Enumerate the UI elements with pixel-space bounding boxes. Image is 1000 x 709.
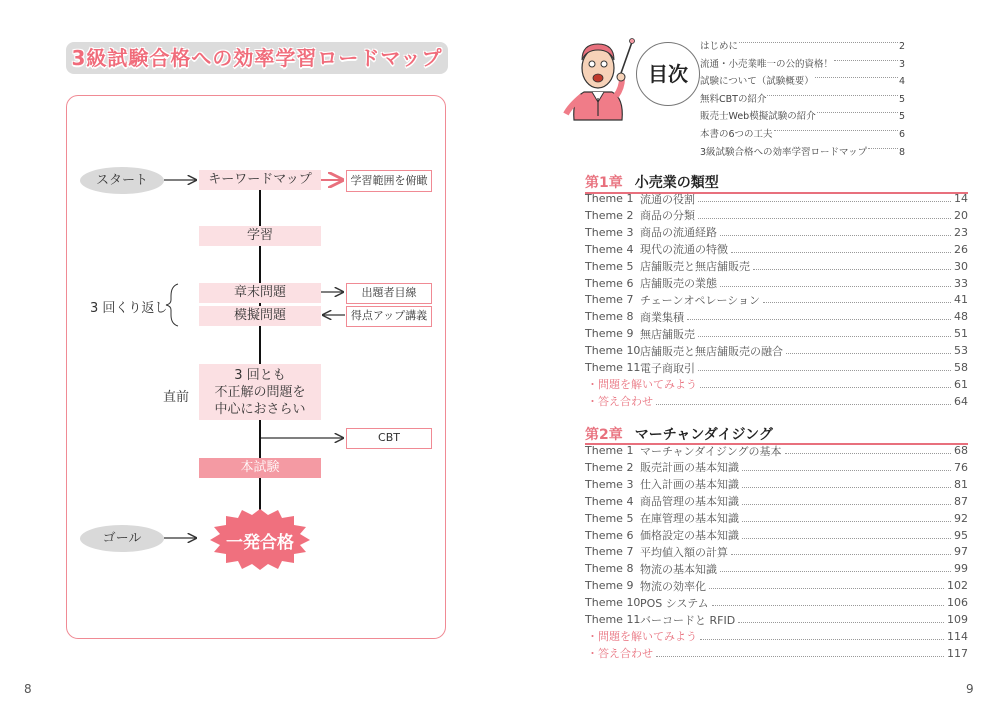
toc-entry[interactable] [585,393,968,410]
entry-title: POS システム [640,596,709,610]
toc-entry[interactable] [585,594,968,611]
toc-entry[interactable] [585,476,968,493]
leader-dots [815,77,898,78]
pass-label: 一発合格 [226,533,294,553]
leader-dots [656,404,951,405]
toc-entry[interactable] [585,258,968,275]
leader-dots [720,286,951,287]
entry-page: 76 [954,460,968,474]
leader-dots [785,453,951,454]
leader-dots [742,504,951,505]
intro-item-name: 販売士Web模擬試験の紹介 [700,111,816,123]
repeat-brace [166,284,178,326]
theme-number: Theme 1 [585,444,634,457]
intro-item[interactable] [700,109,905,125]
toc-entry[interactable] [585,376,968,393]
theme-number: Theme 11 [585,361,641,374]
toc-entry[interactable] [585,275,968,292]
entry-title: 平均値入額の計算 [640,545,728,559]
entry-page: 30 [954,259,968,273]
theme-number: Theme 9 [585,579,634,593]
toc-entry[interactable] [585,308,968,325]
entry-title: 商品管理の基本知識 [640,495,739,509]
entry-page: 87 [954,494,968,508]
leader-dots [698,218,951,219]
entry-title: 在庫管理の基本知識 [640,512,739,526]
leader-dots [868,148,898,149]
toc-entry[interactable] [585,459,968,476]
chapter-2-number: 第2章 [585,427,623,443]
roadmap-title: 3級試験合格への効率学習ロードマップ [71,46,443,70]
entry-page: 97 [954,545,968,559]
intro-item-name: 3級試験合格への効率学習ロードマップ [700,146,868,158]
entry-title: 販売計画の基本知識 [640,461,739,475]
intro-item-name: 本書の6つの工夫 [700,129,773,140]
leader-dots [700,639,944,640]
toc-entry[interactable] [585,560,968,577]
leader-dots [656,656,944,657]
repeat-label: 3 回くり返し [90,301,168,316]
cbt-box: CBT [346,428,432,449]
chapter-1-title: 小売業の類型 [634,175,719,191]
entry-title: マーチャンダイジングの基本 [640,444,782,458]
entry-page: 106 [947,596,968,610]
theme-number: Theme 4 [585,242,634,256]
start-oval: スタート [80,167,164,194]
entry-page: 41 [954,293,968,307]
entry-page: 20 [954,208,968,222]
toc-entry[interactable] [585,224,968,241]
entry-title: 価格設定の基本知識 [640,529,739,542]
entry-page: 26 [954,242,968,256]
theme-number: Theme 10 [585,596,641,610]
page-number-left: 8 [24,682,32,696]
toc-entry[interactable] [585,611,968,628]
theme-number: Theme 7 [585,293,634,307]
intro-item-name: 試験について（試験概要） [700,76,814,88]
entry-page: 61 [954,377,968,391]
theme-number: Theme 6 [585,276,634,290]
before-label: 直前 [163,390,190,405]
leader-dots [753,269,951,270]
chapter-1-number: 第1章 [585,175,623,191]
entry-page: 68 [954,444,968,457]
intro-item-page: 3 [898,58,905,70]
entry-page: 109 [947,613,968,626]
page-number-right: 9 [966,682,974,696]
leader-dots [742,487,951,488]
intro-item-page: 5 [898,111,905,123]
leader-dots [786,353,951,354]
intro-item-page: 2 [898,41,905,52]
chapter-2-title: マーチャンダイジング [634,427,773,443]
theme-number: Theme 2 [585,208,634,222]
entry-page: 64 [954,394,968,408]
toc-entry[interactable] [585,207,968,224]
toc-entry[interactable] [585,510,968,527]
entry-page: 117 [947,646,968,660]
entry-page: 48 [954,310,968,324]
leader-dots [742,470,951,471]
leader-dots [738,622,944,623]
entry-title: 店舗販売と無店舗販売の融合 [640,344,783,358]
entry-page: 95 [954,528,968,542]
entry-title: ・答え合わせ [587,395,653,409]
goal-oval: ゴール [80,525,164,552]
entry-page: 14 [954,192,968,205]
theme-number: Theme 7 [585,545,634,559]
intro-item[interactable] [700,57,905,73]
main-exam-box: 本試験 [199,458,321,478]
toc-entry[interactable] [585,291,968,308]
teacher-illustration [562,36,638,122]
leader-dots [700,387,951,388]
leader-dots [698,201,951,202]
review-box [199,364,321,420]
entry-title: 流通の役割 [640,192,695,206]
intro-item-name: はじめに [700,41,739,52]
leader-dots [763,302,951,303]
leader-dots [720,235,951,236]
entry-title: 物流の基本知識 [640,562,717,576]
entry-title: ・問題を解いてみよう [587,630,697,644]
chapter-2-heading [585,424,773,444]
theme-number: Theme 5 [585,511,634,525]
entry-page: 99 [954,562,968,576]
toc-entry[interactable] [585,577,968,594]
intro-item-page: 4 [898,76,905,88]
keyword-map-box: キーワードマップ [199,170,321,190]
entry-page: 51 [954,327,968,341]
leader-dots [731,252,951,253]
leader-dots [731,554,951,555]
toc-entry[interactable] [585,543,968,560]
leader-dots [712,605,944,606]
toc-entry[interactable] [585,342,968,359]
theme-number: Theme 10 [585,344,641,358]
toc-entry[interactable] [585,628,968,645]
toc-entry[interactable] [585,493,968,510]
entry-title: 店舗販売と無店舗販売 [640,260,750,274]
theme-number: Theme 9 [585,327,634,341]
theme-number: Theme 8 [585,310,634,324]
review-line-1: 3 回とも [234,368,286,383]
entry-page: 23 [954,225,968,239]
chapter-1-heading [585,172,719,192]
leader-dots [687,319,951,320]
leader-dots [817,112,898,113]
theme-number: Theme 11 [585,613,641,626]
entry-page: 81 [954,477,968,491]
entry-title: 店舗販売の業態 [640,277,717,290]
examiner-view-box: 出題者目線 [346,283,432,304]
toc-entry[interactable] [585,442,968,459]
entry-page: 33 [954,276,968,290]
toc-entry[interactable] [585,527,968,544]
theme-number: Theme 6 [585,528,634,542]
intro-item[interactable] [700,74,905,90]
toc-entry[interactable] [585,241,968,258]
leader-dots [709,588,944,589]
leader-dots [698,370,951,371]
toc-entry[interactable] [585,190,968,207]
toc-entry[interactable] [585,325,968,342]
intro-item-page: 8 [898,146,905,158]
theme-number: Theme 2 [585,460,634,474]
intro-item[interactable] [700,127,905,143]
entry-title: 商業集積 [640,310,684,324]
entry-page: 53 [954,344,968,358]
study-box: 学習 [199,226,321,246]
entry-title: 電子商取引 [640,361,695,375]
entry-title: バーコードと RFID [640,613,736,627]
theme-number: Theme 3 [585,477,634,491]
leader-dots [774,130,898,131]
leader-dots [767,95,897,96]
intro-item[interactable] [700,39,905,55]
intro-item-page: 5 [898,93,905,105]
intro-item-name: 流通・小売業唯一の公的資格！ [700,58,834,70]
theme-number: Theme 4 [585,494,634,508]
entry-title: 物流の効率化 [640,579,706,593]
theme-number: Theme 8 [585,562,634,576]
leader-dots [720,571,951,572]
leader-dots [834,60,898,61]
theme-number: Theme 3 [585,225,634,239]
score-up-box: 得点アップ講義 [346,306,432,327]
entry-title: チェーンオペレーション [640,293,761,307]
toc-entry[interactable] [585,645,968,662]
entry-page: 58 [954,361,968,374]
entry-title: ・答え合わせ [587,647,653,661]
leader-dots [698,336,951,337]
toc-title: 目次 [636,42,700,106]
toc-entry[interactable] [585,359,968,376]
intro-item-page: 6 [898,129,905,140]
intro-item[interactable] [700,92,905,108]
entry-title: 商品の流通経路 [640,226,717,240]
entry-page: 114 [947,629,968,643]
theme-number: Theme 1 [585,192,634,205]
leader-dots [742,521,951,522]
intro-item[interactable] [700,145,905,161]
chapter-problems-box: 章末問題 [199,283,321,303]
entry-title: 商品の分類 [640,209,695,223]
overview-box: 学習範囲を俯瞰 [346,170,432,192]
review-line-2: 不正解の問題を [214,385,306,400]
intro-item-name: 無料CBTの紹介 [700,93,767,105]
mock-problems-box: 模擬問題 [199,306,321,326]
entry-title: 現代の流通の特徴 [640,243,728,257]
theme-number: Theme 5 [585,259,634,273]
review-line-3: 中心におさらい [214,402,306,417]
leader-dots [739,42,898,43]
entry-page: 102 [947,579,968,593]
leader-dots [742,538,951,539]
entry-page: 92 [954,511,968,525]
entry-title: 仕入計画の基本知識 [640,478,739,492]
entry-title: ・問題を解いてみよう [587,378,697,392]
entry-title: 無店舗販売 [640,327,695,341]
